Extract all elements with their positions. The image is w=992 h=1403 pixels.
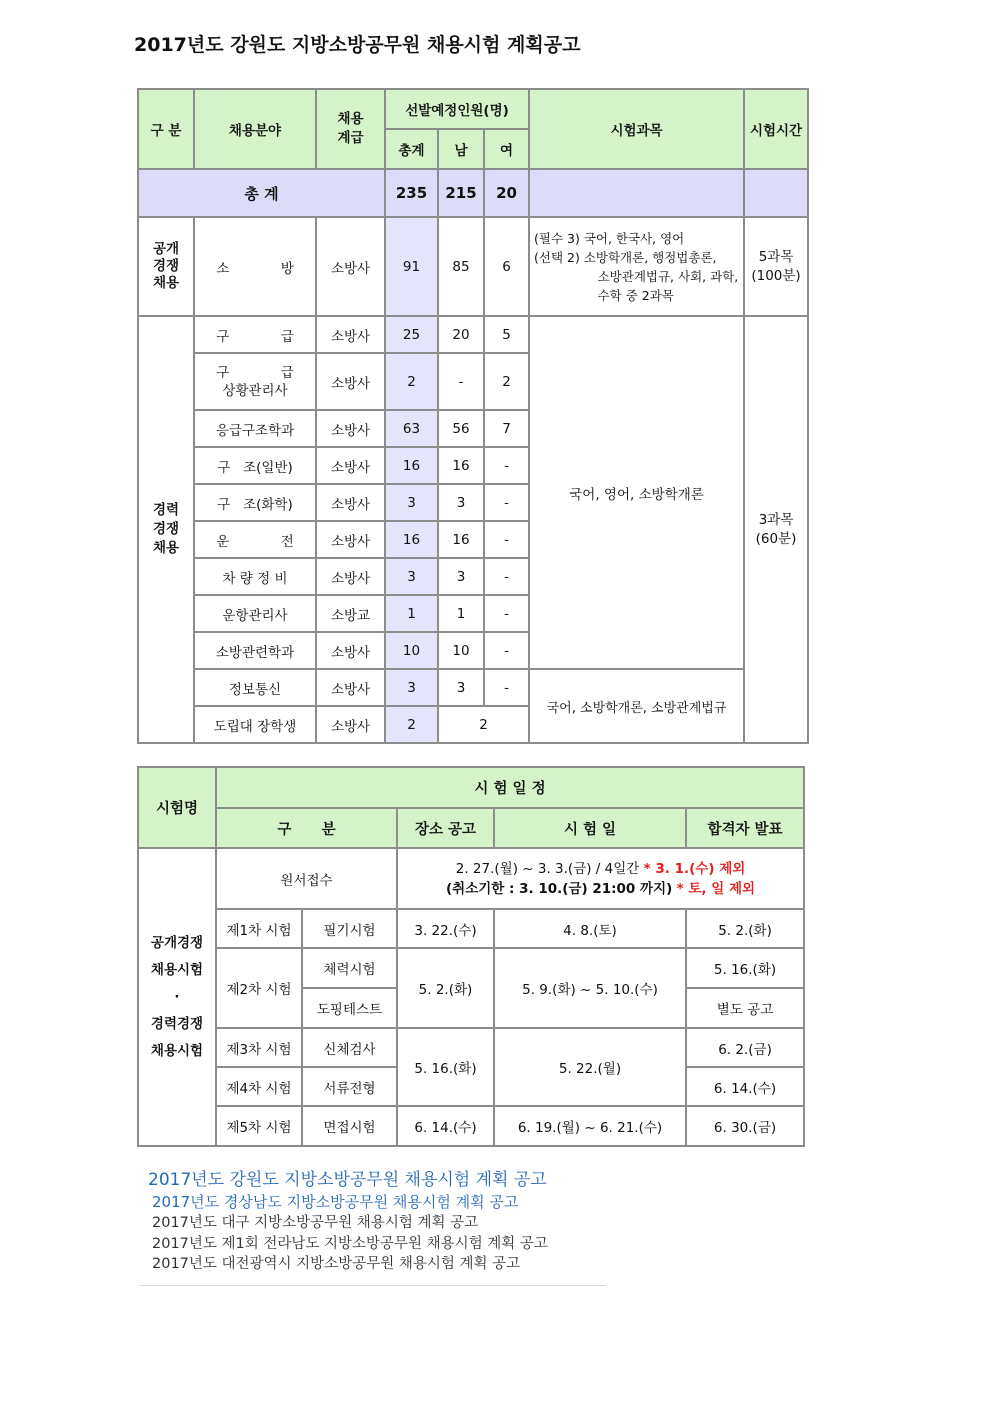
career-grade: 소방사 [316,521,385,558]
stage-venue: 5. 16.(화) [397,1028,494,1106]
career-male: 1 [438,595,484,632]
stage-venue: 5. 2.(화) [397,948,494,1028]
stage-label: 제1차 시험 [216,909,302,948]
career-female: 5 [484,316,529,353]
total-row-male: 215 [438,169,484,217]
career-field: 도립대 장학생 [194,706,316,743]
career-time: 3과목 (60분) [744,316,808,743]
application-line2-note: * 토, 일 제외 [676,880,756,897]
career-male: 56 [438,410,484,447]
header-total: 총계 [385,129,438,169]
career-total: 16 [385,447,438,484]
career-female: 2 [484,353,529,410]
career-total: 3 [385,484,438,521]
open-female: 6 [484,217,529,316]
table-row [138,316,808,353]
stage-date: 4. 8.(토) [494,909,686,948]
career-field: 구 조(일반) [194,447,316,484]
application-line2: (취소기한 : 3. 10.(금) 21:00 까지) [446,880,673,897]
stage-type: 필기시험 [302,909,397,948]
recruitment-quota-table [137,88,809,744]
stage-result: 별도 공고 [686,988,804,1028]
header-time: 시험시간 [744,89,808,169]
total-row-total: 235 [385,169,438,217]
header-venue: 장소 공고 [397,808,494,848]
table-row [138,1028,804,1067]
open-total: 91 [385,217,438,316]
career-total: 3 [385,558,438,595]
career-field: 구 급 [194,316,316,353]
stage-venue: 3. 22.(수) [397,909,494,948]
header-female: 여 [484,129,529,169]
table-row [138,948,804,988]
header-field: 채용분야 [194,89,316,169]
stage-type: 면접시험 [302,1106,397,1146]
career-field: 구 급 상황관리사 [194,353,316,410]
total-row-time [744,169,808,217]
related-link[interactable]: 2017년도 대구 지방소방공무원 채용시험 계획 공고 [152,1215,479,1231]
career-grade: 소방사 [316,447,385,484]
header-schedule: 시 험 일 정 [216,767,804,808]
header-male: 남 [438,129,484,169]
header-result: 합격자 발표 [686,808,804,848]
stage-label: 제2차 시험 [216,948,302,1028]
career-total: 25 [385,316,438,353]
application-line1-note: * 3. 1.(수) 제외 [643,860,746,877]
stage-result: 5. 2.(화) [686,909,804,948]
table-row-open [138,217,808,316]
career-field: 응급구조학과 [194,410,316,447]
exam-name: 공개경쟁 채용시험 · 경력경쟁 채용시험 [138,848,216,1146]
header-grade: 채용 계급 [316,89,385,169]
career-grade: 소방사 [316,558,385,595]
stage-result: 5. 16.(화) [686,948,804,988]
open-category: 공개 경쟁 채용 [138,217,194,316]
table-row [138,909,804,948]
career-male: 3 [438,669,484,706]
career-field: 구 조(화학) [194,484,316,521]
stage-date: 5. 22.(월) [494,1028,686,1106]
related-link[interactable]: 2017년도 제1회 전라남도 지방소방공무원 채용시험 계획 공고 [152,1235,548,1252]
career-grade: 소방사 [316,632,385,669]
career-female: - [484,669,529,706]
career-total: 3 [385,669,438,706]
career-grade: 소방사 [316,669,385,706]
stage-result: 6. 14.(수) [686,1067,804,1106]
career-male: 16 [438,521,484,558]
career-field: 소방관련학과 [194,632,316,669]
career-total: 1 [385,595,438,632]
career-female: 7 [484,410,529,447]
career-male: 20 [438,316,484,353]
career-total: 10 [385,632,438,669]
career-subjects-a: 국어, 영어, 소방학개론 [529,316,744,669]
table-row [138,1106,804,1146]
open-time: 5과목 (100분) [744,217,808,316]
header-division: 구 분 [216,808,397,848]
related-links [140,1168,606,1286]
career-field: 운 전 [194,521,316,558]
career-male-female-combined: 2 [438,706,529,743]
total-row-female: 20 [484,169,529,217]
career-male: 3 [438,558,484,595]
career-field: 운항관리사 [194,595,316,632]
open-grade: 소방사 [316,217,385,316]
stage-label: 제5차 시험 [216,1106,302,1146]
career-male: 3 [438,484,484,521]
stage-type: 도핑테스트 [302,988,397,1028]
career-grade: 소방사 [316,316,385,353]
table-row [138,669,808,706]
stage-venue: 6. 14.(수) [397,1106,494,1146]
career-grade: 소방사 [316,410,385,447]
career-male: - [438,353,484,410]
related-link[interactable]: 2017년도 강원도 지방소방공무원 채용시험 계획 공고 [148,1170,547,1190]
stage-type: 서류전형 [302,1067,397,1106]
career-total: 16 [385,521,438,558]
career-female: - [484,632,529,669]
career-grade: 소방사 [316,706,385,743]
stage-type: 신체검사 [302,1028,397,1067]
career-female: - [484,558,529,595]
header-exam-name: 시험명 [138,767,216,848]
total-row-label: 총 계 [138,169,385,217]
career-field: 차 량 정 비 [194,558,316,595]
exam-schedule-table [137,766,805,1147]
career-female: - [484,521,529,558]
application-label: 원서접수 [216,848,397,909]
table-row-application [138,848,804,909]
career-female: - [484,447,529,484]
career-female: - [484,595,529,632]
stage-label: 제3차 시험 [216,1028,302,1067]
stage-result: 6. 2.(금) [686,1028,804,1067]
career-field: 정보통신 [194,669,316,706]
application-period [397,848,804,909]
career-grade: 소방교 [316,595,385,632]
header-category: 구 분 [138,89,194,169]
header-exam-date: 시 험 일 [494,808,686,848]
stage-type: 체력시험 [302,948,397,988]
header-quota: 선발예정인원(명) [385,89,529,129]
stage-label: 제4차 시험 [216,1067,302,1106]
career-female: - [484,484,529,521]
career-total: 2 [385,706,438,743]
career-male: 16 [438,447,484,484]
stage-date: 6. 19.(월) ~ 6. 21.(수) [494,1106,686,1146]
related-link[interactable]: 2017년도 대전광역시 지방소방공무원 채용시험 계획 공고 [152,1256,521,1272]
career-total: 2 [385,353,438,410]
career-grade: 소방사 [316,484,385,521]
open-subjects: (필수 3) 국어, 한국사, 영어 (선택 2) 소방학개론, 행정법총론, 소방관계법규, 사회, 과학, 수학 중 2과목 [529,217,744,316]
career-total: 63 [385,410,438,447]
career-subjects-b: 국어, 소방학개론, 소방관계법규 [529,669,744,743]
stage-result: 6. 30.(금) [686,1106,804,1146]
open-male: 85 [438,217,484,316]
stage-date: 5. 9.(화) ~ 5. 10.(수) [494,948,686,1028]
career-category: 경력 경쟁 채용 [138,316,194,743]
career-male: 10 [438,632,484,669]
page-title: 2017년도 강원도 지방소방공무원 채용시험 계획공고 [134,34,581,56]
related-link[interactable]: 2017년도 경상남도 지방소방공무원 채용시험 계획 공고 [152,1193,519,1211]
open-field: 소 방 [194,217,316,316]
application-line1: 2. 27.(월) ~ 3. 3.(금) / 4일간 [455,860,640,877]
total-row-subjects [529,169,744,217]
header-subjects: 시험과목 [529,89,744,169]
career-grade: 소방사 [316,353,385,410]
